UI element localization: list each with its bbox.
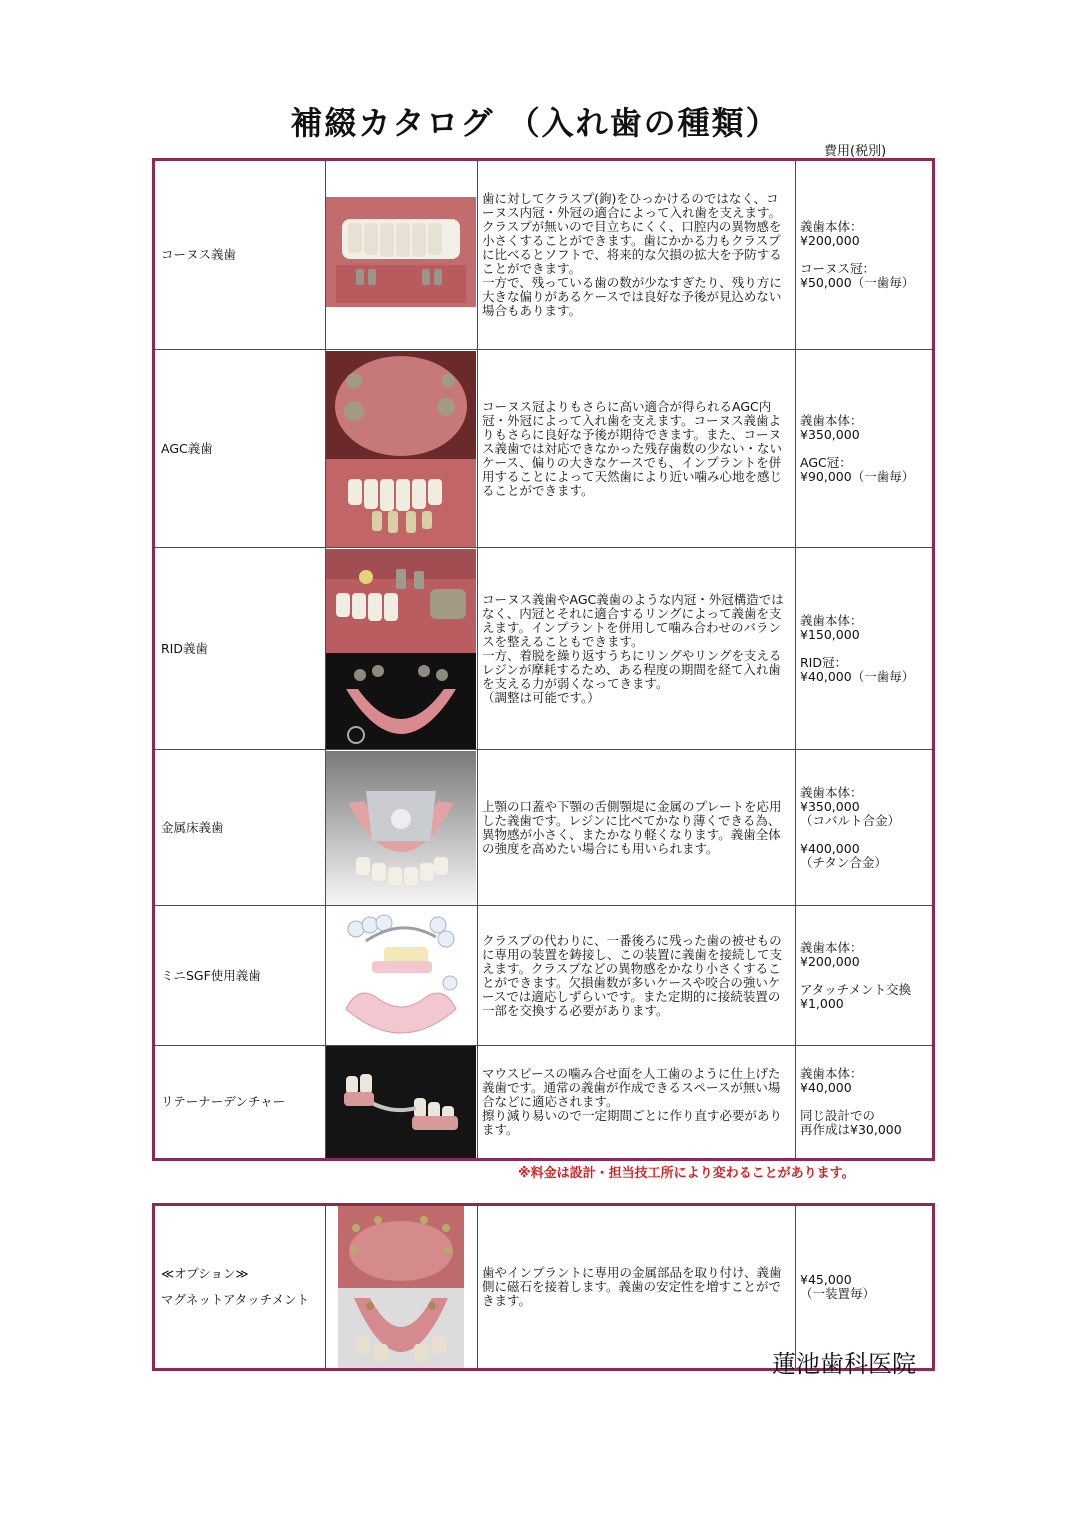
option-price: ¥45,000 （一装置毎） xyxy=(796,1205,934,1370)
denture-name: RID義歯 xyxy=(154,548,326,750)
denture-description: コーヌス冠よりもさらに高い適合が得られるAGC内冠・外冠によって入れ歯を支えます。コーヌス義歯よりもさらに良好な予後が期待できます。また、コーヌス義歯では対応できなかった残存歯数の少ない・ないケース、偏りの大きなケースでも、インプラントを併用することによって天然歯により近い噛み心地を感じることができます。 xyxy=(478,350,796,548)
cost-column-header: 費用(税別) xyxy=(824,144,887,159)
denture-price: 義歯本体： ¥200,000 アタッチメント交換 ¥1,000 xyxy=(796,906,934,1046)
denture-price: 義歯本体： ¥40,000 同じ設計での 再作成は¥30,000 xyxy=(796,1046,934,1160)
table-row xyxy=(154,1046,934,1160)
denture-description: 歯に対してクラスプ(鉤)をひっかけるのではなく、コーヌス内冠・外冠の適合によって入れ歯を支えます。クラスプが無いので目立ちにくく、口腔内の異物感を小さくすることができます。歯にかかる力もクラスプに比べるとソフトで、将来的な欠損の拡大を予防することができます。 一方で、残っている歯の数が少なすぎたり、残り方に大きな偏りがあるケースでは良好な予後が見込めない場合もあります。 xyxy=(478,160,796,350)
denture-description: クラスプの代わりに、一番後ろに残った歯の被せものに専用の装置を鋳接し、この装置に義歯を接続して支えます。クラスプなどの異物感をかなり小さくすることができます。欠損歯数が多いケースや咬合の強いケースでは適応しずらいです。また定期的に接続装置の一部を交換する必要があります。 xyxy=(478,906,796,1046)
conus-denture-photo xyxy=(326,161,476,349)
denture-name: AGC義歯 xyxy=(154,350,326,548)
denture-description: マウスピースの噛み合せ面を人工歯のように仕上げた義歯です。通常の義歯が作成できるスペースが無い場合などに適応されます。 擦り減り易いので一定期間ごとに作り直す必要があります。 xyxy=(478,1046,796,1160)
option-name: マグネットアタッチメント xyxy=(161,1292,310,1307)
page-title: 補綴カタログ （入れ歯の種類） xyxy=(290,104,780,142)
agc-denture-photo xyxy=(326,351,476,547)
metal-plate-denture-photo xyxy=(326,751,476,905)
option-description: 歯やインプラントに専用の金属部品を取り付け、義歯側に磁石を接着します。義歯の安定性を増すことができます。 xyxy=(478,1205,796,1370)
table-row xyxy=(154,350,934,548)
table-row xyxy=(154,548,934,750)
denture-price: 義歯本体： ¥350,000 AGC冠： ¥90,000（一歯毎） xyxy=(796,350,934,548)
denture-price: 義歯本体： ¥350,000 （コバルト合金） ¥400,000 （チタン合金） xyxy=(796,750,934,906)
table-row xyxy=(154,160,934,350)
table-row xyxy=(154,750,934,906)
denture-name: コーヌス義歯 xyxy=(154,160,326,350)
denture-description: コーヌス義歯やAGC義歯のような内冠・外冠構造ではなく、内冠とそれに適合するリングによって義歯を支えます。インプラントを併用して噛み合わせのバランスを整えることもできます。 一方、着脱を繰り返すうちにリングやリングを支えるレジンが摩耗するため、ある程度の期間を経て入れ歯を支える力が弱くなってきます。 （調整は可能です。） xyxy=(478,548,796,750)
mini-sgf-denture-illustration xyxy=(326,907,476,1045)
denture-name: 金属床義歯 xyxy=(154,750,326,906)
denture-description: 上顎の口蓋や下顎の舌側顎堤に金属のプレートを応用した義歯です。レジンに比べてかなり薄くできる為、異物感が小さく、またかなり軽くなります。義歯全体の強度を高めたい場合にも用いられます。 xyxy=(478,750,796,906)
denture-name: リテーナーデンチャー xyxy=(154,1046,326,1160)
denture-price: 義歯本体： ¥150,000 RID冠： ¥40,000（一歯毎） xyxy=(796,548,934,750)
denture-name: ミニSGF使用義歯 xyxy=(154,906,326,1046)
clinic-name: 蓮池歯科医院 xyxy=(772,1350,916,1378)
denture-price: 義歯本体： ¥200,000 コーヌス冠： ¥50,000（一歯毎） xyxy=(796,160,934,350)
retainer-denture-photo xyxy=(326,1046,476,1158)
table-row xyxy=(154,906,934,1046)
denture-catalog-table xyxy=(152,158,935,1161)
price-note: ※料金は設計・担当技工所により変わることがあります。 xyxy=(518,1166,855,1181)
rid-denture-photo xyxy=(326,549,476,749)
option-label: ≪オプション≫ xyxy=(161,1266,249,1281)
magnet-attachment-photo xyxy=(326,1206,476,1368)
